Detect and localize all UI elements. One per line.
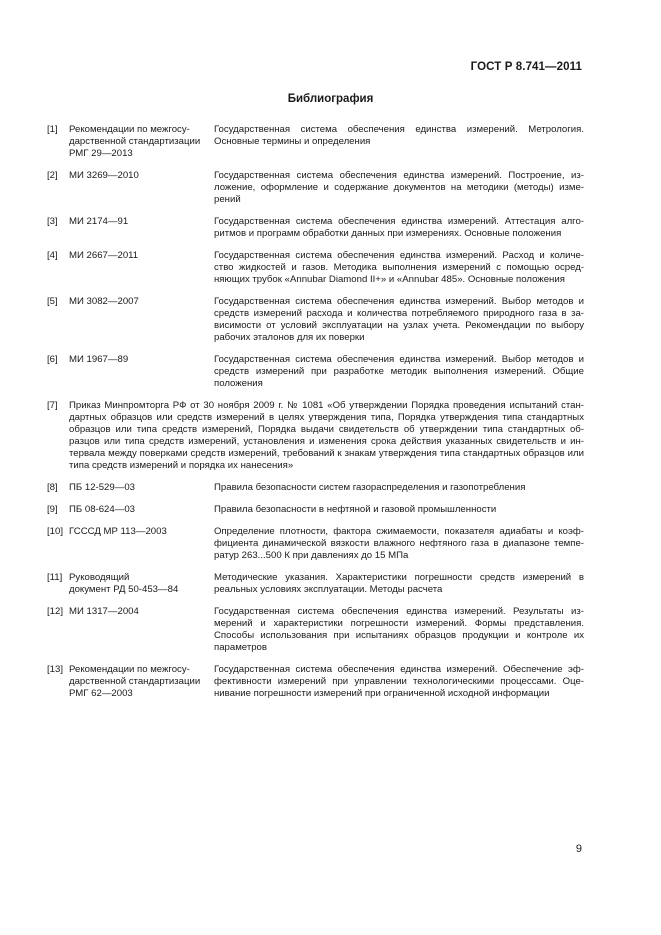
entry-description: Определение плотности, фактора сжимаемости, показателя адиабаты и коэф-фициента динамической вязкости влажного нефтяного газа в диапазоне темпе-ратур 263...500 К при давлениях до 15 МПа	[214, 526, 584, 561]
document-standard-header: ГОСТ Р 8.741—2011	[470, 61, 582, 73]
entry-description: Приказ Минпромторга РФ от 30 ноября 2009 г. № 1081 «Об утверждении Порядка проведения испытаний стан-дартных образцов или средств измерений в целях утверждения типа, Порядка утверждения типа стандартных образцов или типа средств измерений, Порядка выдачи свидетельств об утверждении типа стандартных об-разцов или типа средств измерений, установления и изменения срока действия указанных свидетельств и ин-тервала между поверками средств измерений, требований к знакам утверждения типа стандартных образцов или типа средств измерений и порядка их нанесения»	[69, 400, 584, 471]
entry-source: ПБ 08-624—03	[69, 504, 135, 515]
entry-number: [13]	[47, 664, 64, 675]
bibliography-entry	[47, 572, 584, 596]
entry-number: [7]	[47, 400, 58, 411]
entry-number: [5]	[47, 296, 58, 307]
entry-number: [9]	[47, 504, 58, 515]
entry-number: [6]	[47, 354, 58, 365]
entry-source: МИ 1967—89	[69, 354, 129, 365]
bibliography-entry	[47, 400, 584, 472]
entry-description: Государственная система обеспечения единства измерений. Построение, из-ложение, оформление и содержание документов на методики (методы) изме-рений	[214, 170, 584, 205]
entry-description: Государственная система обеспечения единства измерений. Аттестация алго-ритмов и программ обработки данных при измерениях. Основные положения	[214, 216, 584, 239]
entry-source: ПБ 12-529—03	[69, 482, 135, 493]
bibliography-entry	[47, 250, 584, 286]
bibliography-entry	[47, 526, 584, 562]
bibliography-entry	[47, 170, 584, 206]
entry-description: Государственная система обеспечения единства измерений. Расход и количе-ство жидкостей и газов. Методика выполнения измерений с помощью осред-няющих трубок «Annubar Diamond II+» и «Annubar 485». Основные положения	[214, 250, 584, 285]
entry-number: [12]	[47, 606, 64, 617]
page-number: 9	[575, 843, 582, 855]
entry-description: Государственная система обеспечения единства измерений. Обеспечение эф-фективности измерений при управлении технологическими процессами. Оце-нивание погрешности измерений при ограниченной исходной информации	[214, 664, 584, 699]
entry-source: Рекомендации по межгосу- дарственной стандартизации РМГ 62—2003	[69, 664, 201, 699]
bibliography-entry	[47, 354, 584, 390]
entry-description: Методические указания. Характеристики погрешности средств измерений в реальных условиях эксплуатации. Методы расчета	[214, 572, 584, 595]
entry-number: [10]	[47, 526, 64, 537]
bibliography-entry	[47, 296, 584, 344]
entry-number: [4]	[47, 250, 58, 261]
bibliography-entry	[47, 664, 584, 700]
entry-source: Рекомендации по межгосу- дарственной стандартизации РМГ 29—2013	[69, 124, 201, 159]
bibliography-entry	[47, 216, 584, 240]
entry-number: [2]	[47, 170, 58, 181]
entry-description: Государственная система обеспечения единства измерений. Выбор методов и средств измерений расхода и количества потребляемого природного газа в за-висимости от условий эксплуатации на узлах учета. Рекомендации по выбору рабочих эталонов для их поверки	[214, 296, 584, 343]
entry-description: Государственная система обеспечения единства измерений. Результаты из-мерений и характеристики погрешности измерений. Формы представления. Способы использования при испытаниях образцов продукции и контроле их параметров	[214, 606, 584, 653]
bibliography-list	[47, 124, 584, 710]
bibliography-entry	[47, 606, 584, 654]
entry-number: [8]	[47, 482, 58, 493]
page-title: Библиография	[287, 93, 374, 105]
entry-number: [1]	[47, 124, 58, 135]
entry-number: [11]	[47, 572, 63, 583]
entry-source: МИ 3082—2007	[69, 296, 139, 307]
entry-description: Государственная система обеспечения единства измерений. Метрология. Основные термины и определения	[214, 124, 584, 147]
entry-source: Руководящий документ РД 50-453—84	[69, 572, 179, 595]
bibliography-entry	[47, 124, 584, 160]
entry-description: Правила безопасности в нефтяной и газовой промышленности	[214, 504, 497, 515]
entry-source: ГСССД МР 113—2003	[69, 526, 167, 537]
entry-source: МИ 3269—2010	[69, 170, 139, 181]
entry-number: [3]	[47, 216, 58, 227]
entry-description: Государственная система обеспечения единства измерений. Выбор методов и средств измерений при разработке методик выполнения измерений. Общие положения	[214, 354, 584, 389]
entry-source: МИ 2667—2011	[69, 250, 139, 261]
entry-description: Правила безопасности систем газораспределения и газопотребления	[214, 482, 526, 493]
entry-source: МИ 2174—91	[69, 216, 129, 227]
bibliography-entry	[47, 504, 584, 516]
entry-source: МИ 1317—2004	[69, 606, 139, 617]
bibliography-entry	[47, 482, 584, 494]
